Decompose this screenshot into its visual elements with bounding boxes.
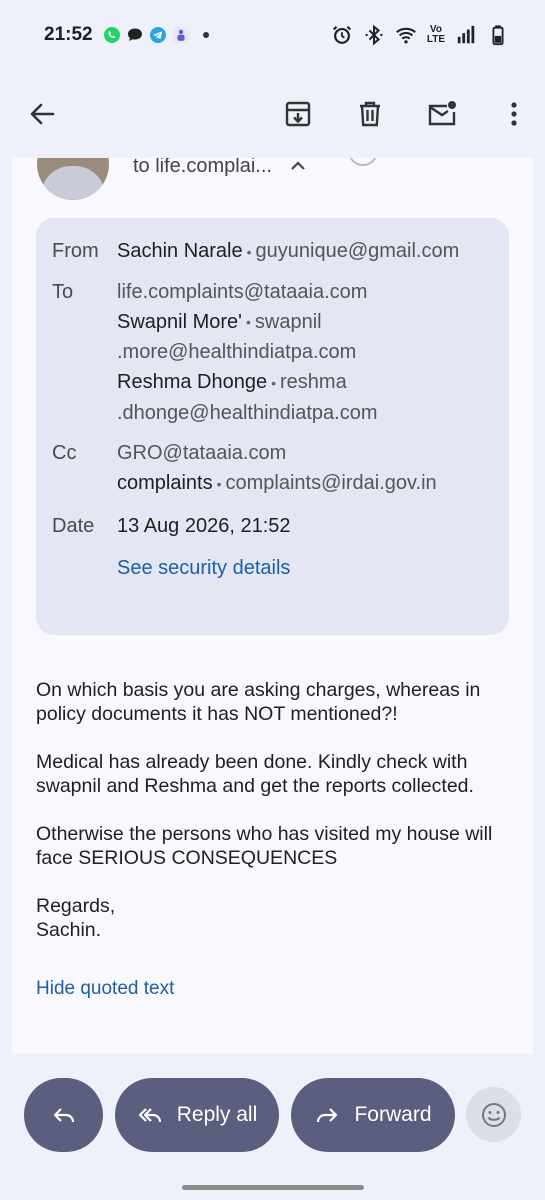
date-value: 13 Aug 2026, 21:52 <box>117 514 291 537</box>
cc-recipient-1[interactable]: GRO@tataaia.com <box>117 442 287 465</box>
status-time: 21:52 <box>44 24 93 45</box>
signature-line-1: Regards, <box>36 895 116 917</box>
reply-all-icon <box>137 1102 163 1128</box>
body-paragraph-1: On which basis you are asking charges, whereas in policy documents it has NOT mentioned?! <box>36 679 481 725</box>
reply-button[interactable] <box>24 1078 103 1152</box>
battery-icon <box>487 24 509 46</box>
signal-icon <box>455 24 477 46</box>
status-icons <box>331 24 509 46</box>
bottom-action-bar <box>0 1078 545 1152</box>
to-recipient-3-email[interactable]: reshma <box>280 371 347 394</box>
to-recipient-1[interactable]: life.complaints@tataaia.com <box>117 280 368 303</box>
from-row: From Sachin Narale • guyunique@gmail.com <box>52 236 493 267</box>
to-recipient-2-email-cont[interactable]: .more@healthindiatpa.com <box>117 341 357 364</box>
avatar[interactable] <box>37 158 109 200</box>
whatsapp-icon <box>103 26 121 44</box>
delete-icon <box>355 99 385 129</box>
hide-quoted-text-link[interactable]: Hide quoted text <box>36 978 175 999</box>
teams-icon <box>172 26 190 44</box>
app-bar <box>0 70 545 158</box>
chat-icon <box>126 26 144 44</box>
to-recipient-3-email-cont[interactable]: .dhonge@healthindiatpa.com <box>117 402 378 425</box>
from-email[interactable]: guyunique@gmail.com <box>255 240 460 262</box>
cc-label: Cc <box>52 442 77 465</box>
forward-icon <box>314 1102 340 1128</box>
reply-all-label: Reply all <box>176 1103 258 1126</box>
more-options-button[interactable] <box>499 99 529 129</box>
gesture-bar[interactable] <box>182 1185 364 1190</box>
more-notifications-dot <box>203 32 209 38</box>
body-paragraph-2: Medical has already been done. Kindly check with swapnil and Reshma and get the reports collected. <box>36 751 474 797</box>
to-recipient-2-name[interactable]: Swapnil More' <box>117 310 242 333</box>
from-label: From <box>52 240 99 262</box>
back-arrow-icon[interactable] <box>26 98 58 130</box>
wifi-icon <box>395 24 417 46</box>
date-row <box>52 511 493 583</box>
volte-indicator: Vo LTE <box>426 24 445 45</box>
cc-recipient-2-email[interactable]: complaints@irdai.gov.in <box>225 472 437 495</box>
message-body <box>36 678 516 942</box>
telegram-icon <box>149 26 167 44</box>
delete-button[interactable] <box>355 99 385 129</box>
recipients-summary-text: to life.complai... <box>133 158 272 177</box>
archive-button[interactable] <box>283 99 313 129</box>
status-bar <box>0 0 545 70</box>
to-row: To life.complaints@tataaia.com Swapnil More' • swapnil .more@healthindiatpa.com Reshma Dhonge • reshma .dhonge@healthindiatpa.com <box>52 277 493 428</box>
bluetooth-icon <box>363 24 385 46</box>
chevron-up-icon[interactable] <box>288 158 308 176</box>
to-label: To <box>52 280 74 303</box>
body-paragraph-3: Otherwise the persons who has visited my house will face SERIOUS CONSEQUENCES <box>36 823 493 869</box>
emoji-reaction-button[interactable] <box>466 1087 521 1142</box>
emoji-icon <box>480 1101 508 1129</box>
forward-label: Forward <box>354 1103 432 1126</box>
mark-unread-icon <box>427 99 457 129</box>
star-button-partial[interactable] <box>348 158 378 166</box>
from-name: Sachin Narale <box>117 240 243 262</box>
signature-line-2: Sachin. <box>36 919 102 941</box>
reply-all-button[interactable] <box>115 1078 279 1152</box>
mark-unread-button[interactable] <box>427 99 457 129</box>
see-security-details-link[interactable]: See security details <box>117 556 291 579</box>
message-details-card <box>36 218 509 635</box>
cc-recipient-2-name[interactable]: complaints <box>117 472 213 495</box>
cc-row: Cc GRO@tataaia.com complaints • complaints@irdai.gov.in <box>52 438 493 499</box>
recipients-summary[interactable] <box>133 158 308 177</box>
signature <box>36 894 516 942</box>
to-recipient-3-name[interactable]: Reshma Dhonge <box>117 371 268 394</box>
archive-icon <box>283 99 313 129</box>
date-label: Date <box>52 514 95 537</box>
forward-button[interactable] <box>291 1078 455 1152</box>
to-recipient-2-email[interactable]: swapnil <box>254 310 322 333</box>
alarm-icon <box>331 24 353 46</box>
reply-icon <box>51 1102 77 1128</box>
message-view <box>12 158 533 1054</box>
more-vert-icon <box>499 99 529 129</box>
